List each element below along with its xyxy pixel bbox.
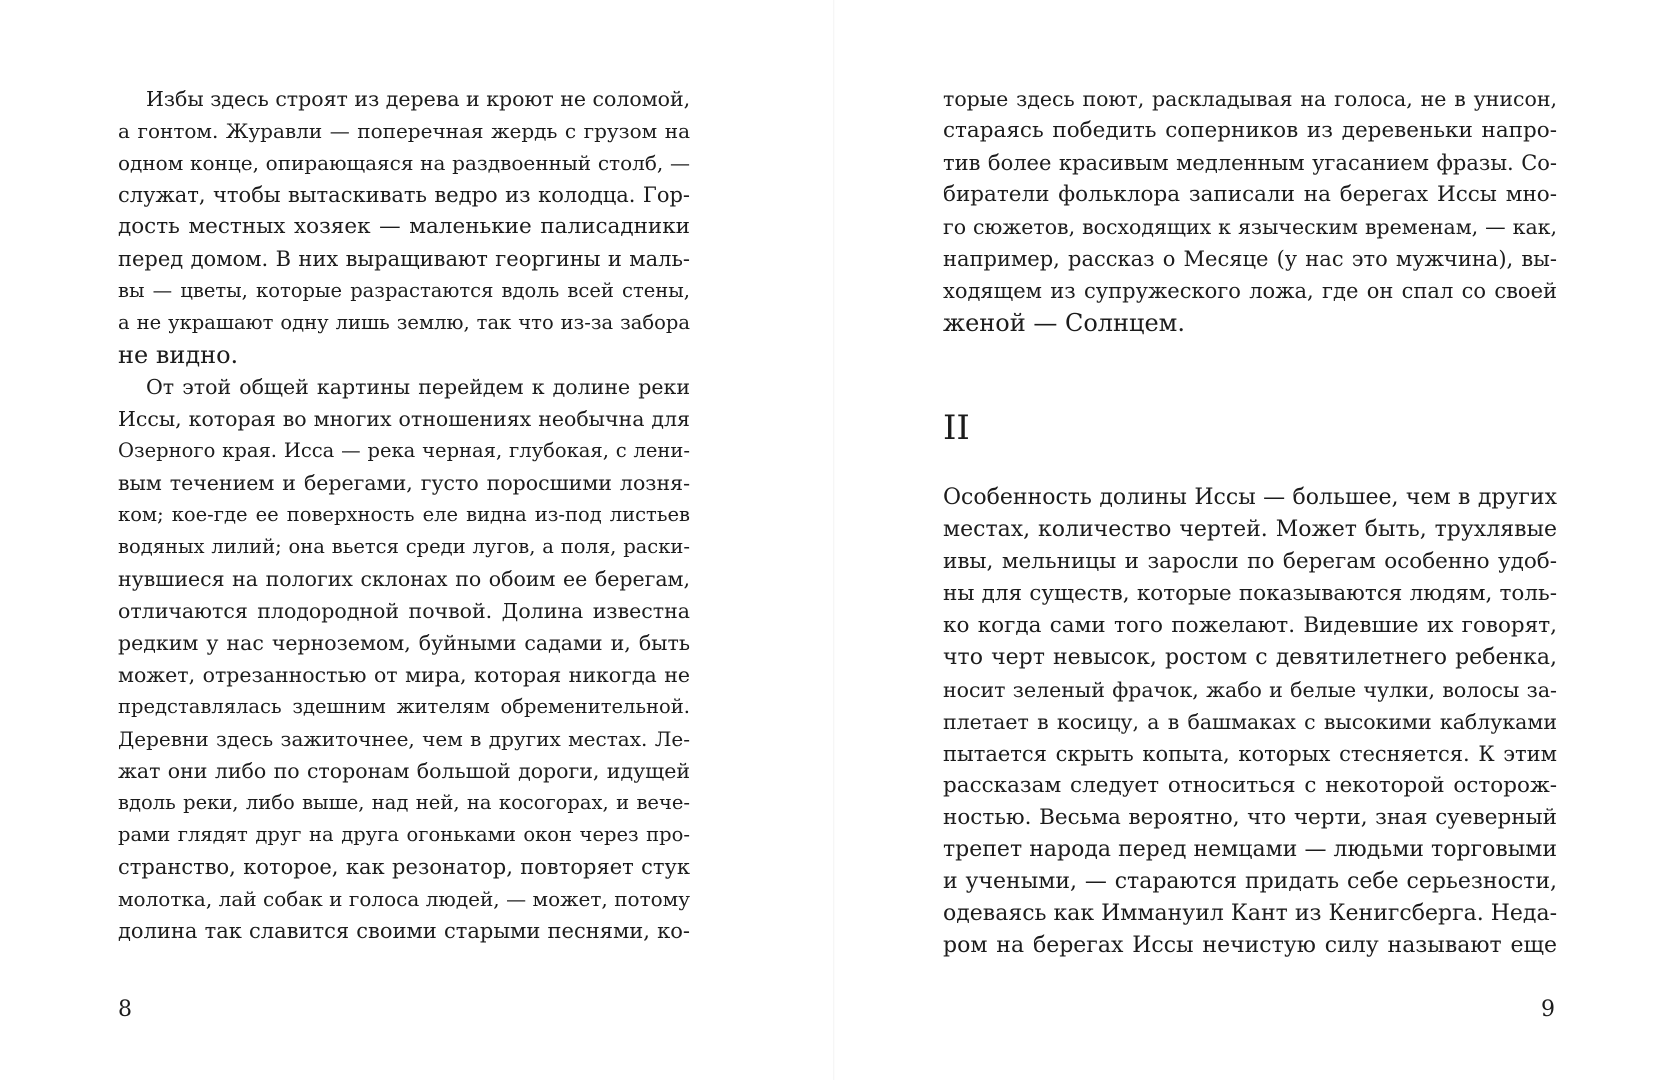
text-line: Озерного края. Исса — река черная, глубокая, с лени- [118, 439, 690, 462]
text-line: женой — Солнцем. [943, 309, 1185, 337]
text-line: перед домом. В них выращивают георгины и маль- [118, 247, 690, 271]
text-line: ивы, мельницы и заросли по берегам особенно удоб- [943, 549, 1557, 574]
text-line: не видно. [118, 341, 239, 369]
text-line: рами глядят друг на друга огоньками окон через про- [118, 823, 690, 846]
text-line: трепет народа перед немцами — людьми торговыми [943, 837, 1557, 862]
text-line: представлялась здешним жителям обременительной. [118, 695, 690, 718]
text-line: пытается скрыть копыта, которых стесняется. К этим [943, 742, 1557, 766]
text-line: нувшиеся на пологих склонах по обоим ее берегам, [118, 567, 690, 591]
text-line: что черт невысок, ростом с девятилетнего ребенка, [943, 645, 1557, 670]
section-heading: II [943, 408, 970, 448]
text-line: дость местных хозяек — маленькие палисадники [118, 214, 690, 239]
text-line: вым течением и берегами, густо поросшими лозня- [118, 471, 690, 495]
text-line: ны для существ, которые показываются людям, толь- [943, 581, 1557, 606]
page-number-right: 9 [1541, 997, 1555, 1022]
text-line: а гонтом. Журавли — поперечная жердь с грузом на [118, 119, 690, 143]
text-line: ром на берегах Иссы нечистую силу называют еще [943, 933, 1557, 958]
right-page-text-top [943, 83, 1557, 339]
text-line: ком; кое-где ее поверхность еле видна из-под листьев [118, 503, 690, 526]
right-page [834, 0, 1668, 1080]
text-line: ходящем из супружеского ложа, где он спал со своей [943, 279, 1557, 303]
text-line: вы — цветы, которые разрастаются вдоль всей стены, [118, 279, 690, 302]
text-line: например, рассказ о Месяце (у нас это мужчина), вы- [943, 247, 1557, 271]
text-line: торые здесь поют, раскладывая на голоса, не в унисон, [943, 87, 1557, 111]
text-line: ностью. Весьма вероятно, что черти, зная суеверный [943, 805, 1557, 830]
text-line: молотка, лай собак и голоса людей, — может, потому [118, 887, 690, 911]
text-line: и учеными, — стараются придать себе серьезности, [943, 869, 1557, 894]
right-page-text-bottom [943, 482, 1557, 962]
text-line: плетает в косицу, а в башмаках с высокими каблуками [943, 710, 1557, 734]
text-line: одном конце, опирающаяся на раздвоенный столб, — [118, 151, 690, 175]
text-line: рассказам следует относиться с некоторой осторож- [943, 773, 1557, 798]
text-line: местах, количество чертей. Может быть, трухлявые [943, 517, 1557, 542]
left-page-text [118, 83, 691, 943]
text-line: жат они либо по сторонам большой дороги, идущей [118, 759, 690, 783]
text-line: Деревни здесь зажиточнее, чем в других местах. Ле- [118, 727, 690, 751]
text-line: одеваясь как Иммануил Кант из Кенигсберга. Неда- [943, 901, 1557, 926]
text-line: редким у нас черноземом, буйными садами и, быть [118, 631, 690, 655]
text-line: Избы здесь строят из дерева и кроют не соломой, [146, 87, 691, 111]
text-line: водяных лилий; она вьется среди лугов, а поля, раски- [118, 535, 690, 558]
text-line: долина так славится своими старыми песнями, ко- [118, 919, 690, 943]
text-line: вдоль реки, либо выше, над ней, на косогорах, и вече- [118, 791, 690, 814]
text-line: стараясь победить соперников из деревеньки напро- [943, 118, 1557, 143]
text-line: От этой общей картины перейдем к долине реки [146, 375, 690, 399]
text-line: Иссы, которая во многих отношениях необычна для [118, 407, 690, 431]
text-line: а не украшают одну лишь землю, так что из-за забора [118, 311, 690, 334]
text-line: ко когда сами того пожелают. Видевшие их говорят, [943, 613, 1557, 638]
text-line: тив более красивым медленным угасанием фразы. Со- [943, 151, 1557, 175]
text-line: носит зеленый фрачок, жабо и белые чулки, волосы за- [943, 678, 1557, 702]
text-line: служат, чтобы вытаскивать ведро из колодца. Гор- [118, 183, 690, 207]
text-line: Особенность долины Иссы — большее, чем в других [943, 485, 1557, 510]
page-number-left: 8 [118, 997, 132, 1022]
text-line: странство, которое, как резонатор, повторяет стук [118, 855, 690, 879]
text-line: го сюжетов, восходящих к языческим временам, — как, [943, 215, 1557, 239]
text-line: биратели фольклора записали на берегах Иссы мно- [943, 182, 1557, 207]
text-line: отличаются плодородной почвой. Долина известна [118, 599, 690, 623]
text-line: может, отрезанностью от мира, которая никогда не [118, 663, 690, 687]
